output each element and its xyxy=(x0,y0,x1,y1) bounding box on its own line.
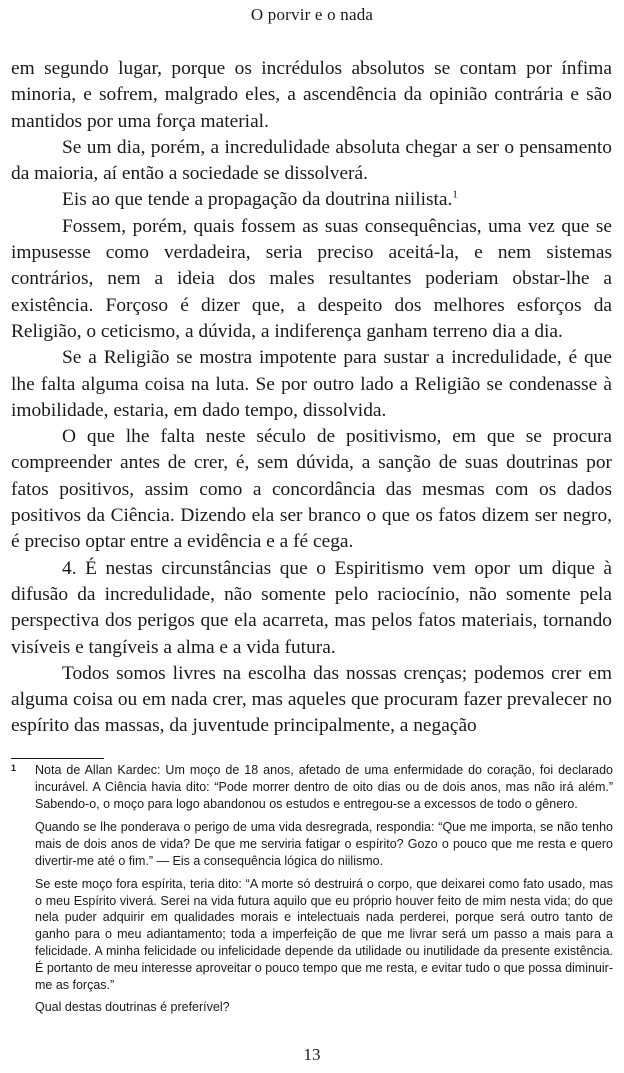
body-text xyxy=(11,56,612,740)
footnote-reference[interactable]: 1 xyxy=(452,189,458,202)
footnote-paragraph: Se este moço fora espírita, teria dito: “A morte só destruirá o corpo, que deixarei como fato usado, mas o meu Espírito viverá. Serei na vida futura aquilo que eu próprio houver feito de mim nesta vida; do que nela puder adquirir em qualidades morais e intelectuais nada perderei, porque será outro tanto de ganho para o meu adiantamento; toda a imperfeição de que me livrar será um passo a mais para a felicidade. A minha felicidade ou infelicidade depende da utilidade ou inutilidade da presente existência. É portanto de meu interesse aproveitar o pouco tempo que me resta, e evitar tudo o que possa diminuir-me as forças.” xyxy=(35,876,613,992)
body-paragraph: Todos somos livres na escolha das nossas crenças; podemos crer em alguma coisa ou em nada crer, mas aqueles que procuram fazer prevalecer no espírito das massas, da juventude principalmente, a negação xyxy=(11,662,612,737)
footnote-question: Qual destas doutrinas é preferível? xyxy=(35,1000,230,1015)
footnote-paragraph: Quando se lhe ponderava o perigo de uma vida desregrada, respondia: “Que me importa, se não tenho mais de dois anos de vida? De que me serviria fatigar o espírito? Gozo o pouco que me resta e quero divertir-me até o fim.” — Eis a consequência lógica do niilismo. xyxy=(35,820,613,868)
footnote-marker: 1 xyxy=(11,763,17,773)
footnote-item xyxy=(11,762,613,812)
body-paragraph-text: Eis ao que tende a propagação da doutrina niilista. xyxy=(62,189,453,211)
body-paragraph-with-footnote xyxy=(11,187,612,213)
body-paragraph-section-4: 4. É nestas circunstâncias que o Espiritismo vem opor um dique à difusão da incredulidade, não somente pelo raciocínio, não somente pela perspectiva dos perigos que ela acarreta, mas pelos fatos materiais, tornando visíveis e tangíveis a alma e a vida futura. xyxy=(11,557,612,658)
body-paragraph: Fossem, porém, quais fossem as suas consequências, uma vez que se impusesse como verdadeira, seria preciso aceitá-la, e nem sistemas contrários, nem a ideia dos males resultantes poderiam obstar-lhe a existência. Forçoso é dizer que, a despeito dos melhores esforços da Religião, o ceticismo, a dúvida, a indiferença ganham terreno dia a dia. xyxy=(11,215,612,342)
footnote-text: Nota de Allan Kardec: Um moço de 18 anos, afetado de uma enfermidade do coração, foi declarado incurável. A Ciência havia dito: “Pode morrer dentro de oito dias ou de dois anos, mas não irá além.” Sabendo-o, o moço para logo abandonou os estudos e entregou-se a excessos de todo o gênero. xyxy=(35,763,613,811)
body-paragraph: Se um dia, porém, a incredulidade absoluta chegar a ser o pensamento da maioria, aí então a sociedade se dissolverá. xyxy=(11,136,612,185)
page-number: 13 xyxy=(303,1045,321,1064)
body-paragraph: Se a Religião se mostra impotente para sustar a incredulidade, é que lhe falta alguma coisa na luta. Se por outro lado a Religião se condenasse à imobilidade, estaria, em dado tempo, dissolvida. xyxy=(11,347,612,421)
running-title: O porvir e o nada xyxy=(250,5,374,24)
footnotes xyxy=(11,762,613,1016)
body-paragraph: em segundo lugar, porque os incrédulos absolutos se contam por ínfima minoria, e sofrem, malgrado eles, a ascendência da opinião contrária e são mantidos por uma força material. xyxy=(11,58,612,132)
footnote-separator xyxy=(11,758,104,759)
body-paragraph: O que lhe falta neste século de positivismo, em que se procura compreender antes de crer, é, sem dúvida, a sanção de suas doutrinas por fatos positivos, assim como a concordância das mesmas com os dados positivos da Ciência. Dizendo ela ser branco o que os fatos dizem ser negro, é preciso optar entre a evidência e a fé cega. xyxy=(11,426,612,553)
